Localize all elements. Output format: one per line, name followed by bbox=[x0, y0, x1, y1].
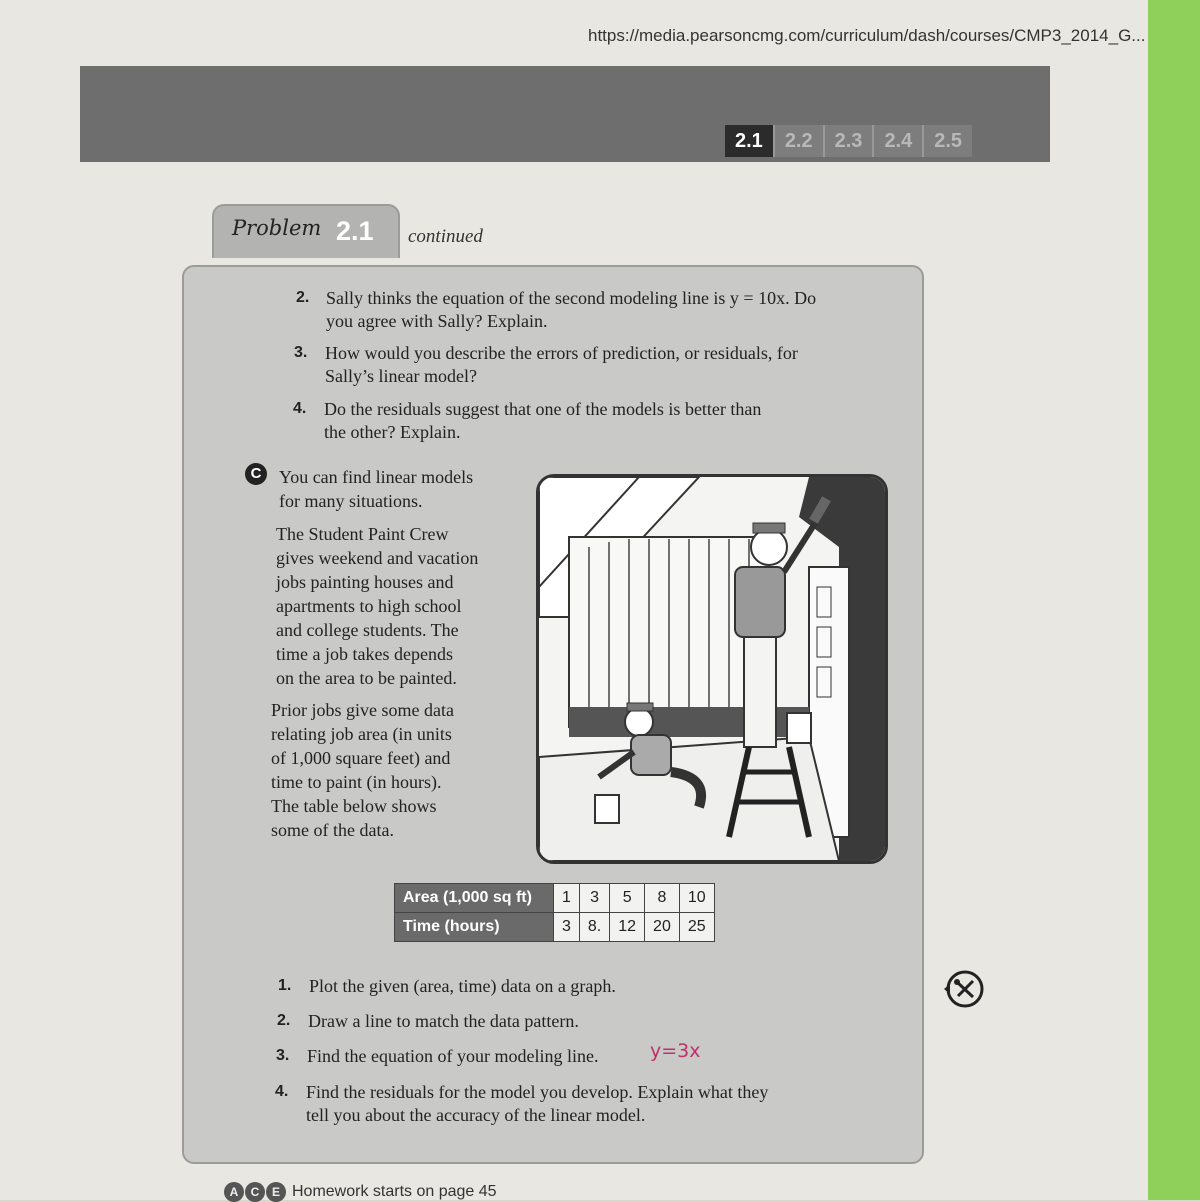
question-c3-text: Find the equation of your modeling line. bbox=[307, 1046, 599, 1066]
question-b4-line1: Do the residuals suggest that one of the models is better than bbox=[324, 399, 762, 419]
para-line: on the area to be painted. bbox=[276, 668, 457, 688]
question-b2-number: 2. bbox=[296, 289, 310, 306]
page-url: https://media.pearsoncmg.com/curriculum/dash/courses/CMP3_2014_G... bbox=[588, 26, 1146, 45]
question-c3-number: 3. bbox=[276, 1047, 290, 1064]
question-c4-number: 4. bbox=[275, 1083, 289, 1100]
question-b3-text bbox=[325, 342, 798, 388]
question-c2-text: Draw a line to match the data pattern. bbox=[308, 1011, 579, 1031]
question-c1-number: 1. bbox=[278, 977, 292, 994]
homework-footer bbox=[224, 1182, 497, 1202]
para-line: of 1,000 square feet) and bbox=[271, 748, 451, 768]
ace-letter: A bbox=[224, 1182, 244, 1202]
question-b2-text bbox=[326, 287, 816, 333]
table-cell: 20 bbox=[645, 913, 680, 942]
question-b4-number: 4. bbox=[293, 400, 307, 417]
question-b2-line2: you agree with Sally? Explain. bbox=[326, 311, 548, 331]
question-c4-line2: tell you about the accuracy of the linear model. bbox=[306, 1105, 646, 1125]
para-line: time to paint (in hours). bbox=[271, 772, 442, 792]
question-c1-text: Plot the given (area, time) data on a graph. bbox=[309, 976, 616, 996]
part-c-icon: C bbox=[245, 463, 267, 485]
area-time-table bbox=[394, 883, 715, 942]
table-cell: 8. bbox=[579, 913, 609, 942]
table-cell: 3 bbox=[554, 913, 580, 942]
part-c-intro bbox=[279, 465, 514, 513]
tab-2-4[interactable]: 2.4 bbox=[872, 125, 922, 157]
table-cell: 1 bbox=[554, 884, 580, 913]
para-line: jobs painting houses and bbox=[276, 572, 454, 592]
tab-2-3[interactable]: 2.3 bbox=[823, 125, 873, 157]
painters-drawing bbox=[539, 477, 885, 861]
question-b3-line2: Sally’s linear model? bbox=[325, 366, 477, 386]
painters-illustration bbox=[536, 474, 888, 864]
tab-2-1[interactable]: 2.1 bbox=[725, 125, 773, 157]
question-c4-line1: Find the residuals for the model you develop. Explain what they bbox=[306, 1082, 769, 1102]
tab-2-5[interactable]: 2.5 bbox=[922, 125, 972, 157]
ace-letter: E bbox=[266, 1182, 286, 1202]
intro-line: You can find linear models bbox=[279, 467, 474, 487]
para-line: time a job takes depends bbox=[276, 644, 453, 664]
table-cell: 10 bbox=[679, 884, 714, 913]
table-cell: 8 bbox=[645, 884, 680, 913]
homework-text: Homework starts on page 45 bbox=[292, 1183, 497, 1200]
question-c4-text bbox=[306, 1081, 768, 1127]
question-b3-number: 3. bbox=[294, 344, 308, 361]
para-line: relating job area (in units bbox=[271, 724, 452, 744]
para-line: gives weekend and vacation bbox=[276, 548, 479, 568]
ace-icon bbox=[224, 1182, 286, 1202]
para-line: apartments to high school bbox=[276, 596, 462, 616]
tools-icon[interactable] bbox=[942, 968, 984, 1010]
question-b4-text bbox=[324, 398, 761, 444]
green-background bbox=[1148, 0, 1200, 1200]
handwritten-answer: y=3x bbox=[650, 1040, 701, 1062]
table-cell: 25 bbox=[679, 913, 714, 942]
para-line: some of the data. bbox=[271, 820, 394, 840]
question-c2-number: 2. bbox=[277, 1012, 291, 1029]
table-cell: 3 bbox=[579, 884, 609, 913]
para-line: Prior jobs give some data bbox=[271, 700, 454, 720]
question-b2-line1: Sally thinks the equation of the second modeling line is y = 10x. Do bbox=[326, 288, 817, 308]
intro-line: for many situations. bbox=[279, 491, 423, 511]
para-line: and college students. The bbox=[276, 620, 459, 640]
para-line: The Student Paint Crew bbox=[276, 524, 449, 544]
table-cell: 5 bbox=[610, 884, 645, 913]
row-header-area: Area (1,000 sq ft) bbox=[395, 884, 554, 913]
question-b3-line1: How would you describe the errors of prediction, or residuals, for bbox=[325, 343, 798, 363]
lesson-tabs bbox=[725, 125, 972, 157]
table-row bbox=[395, 913, 715, 942]
part-c-paragraph-2 bbox=[271, 698, 506, 842]
problem-number: 2.1 bbox=[336, 216, 374, 246]
ace-letter: C bbox=[245, 1182, 265, 1202]
table-row bbox=[395, 884, 715, 913]
continued-label: continued bbox=[408, 226, 483, 247]
part-c-paragraph-1 bbox=[276, 522, 511, 690]
para-line: The table below shows bbox=[271, 796, 437, 816]
problem-label: Problem bbox=[232, 216, 322, 240]
tab-2-2[interactable]: 2.2 bbox=[773, 125, 823, 157]
table-cell: 12 bbox=[610, 913, 645, 942]
row-header-time: Time (hours) bbox=[395, 913, 554, 942]
question-b4-line2: the other? Explain. bbox=[324, 422, 461, 442]
